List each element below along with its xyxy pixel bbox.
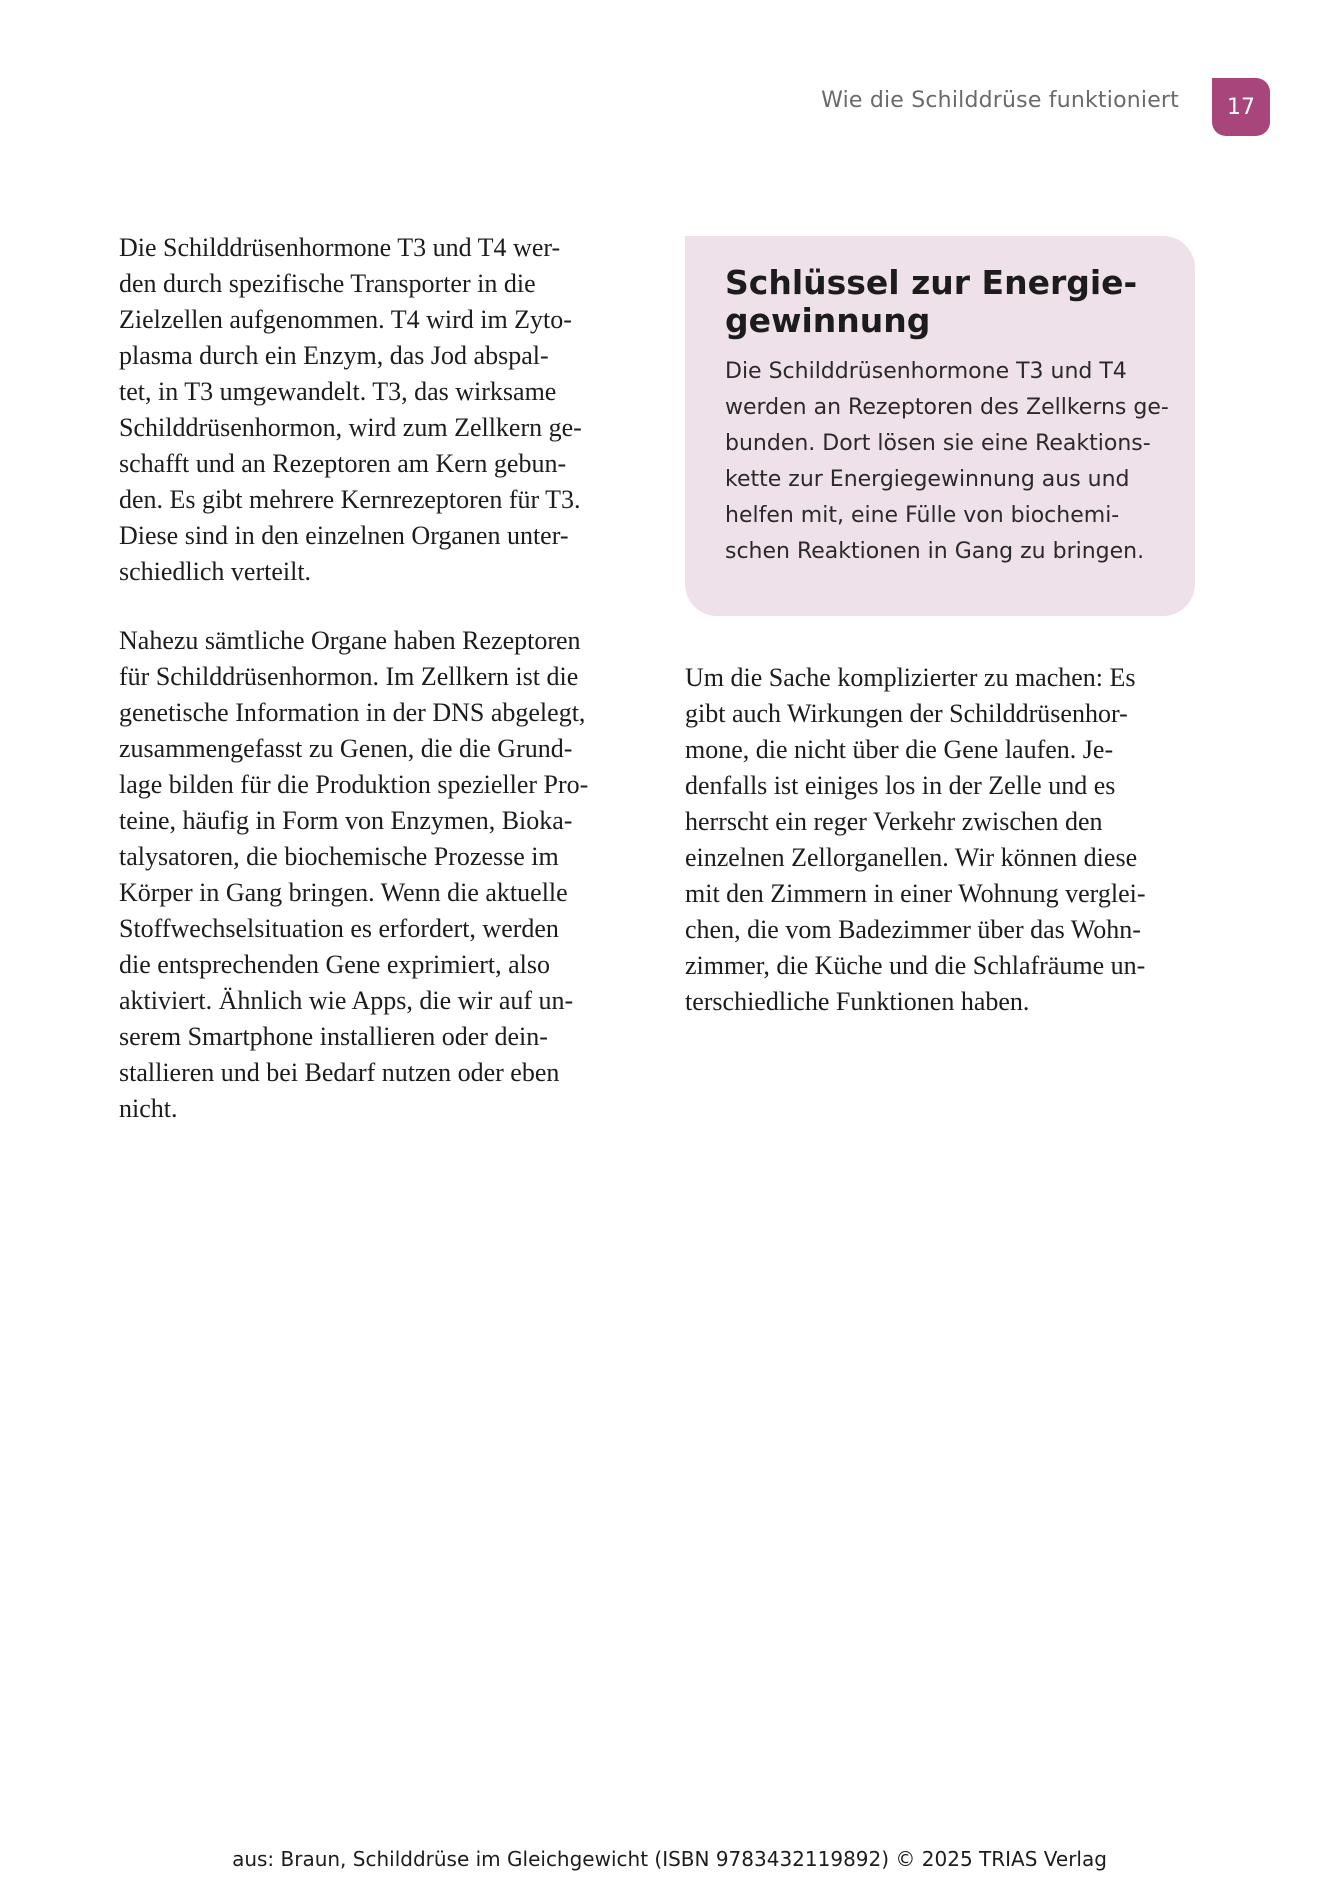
text-line: Stoffwechselsituation es erfordert, werden xyxy=(119,914,559,943)
text-line: teine, häufig in Form von Enzymen, Bioka- xyxy=(119,806,573,835)
title-line: Schlüssel zur Energie- xyxy=(725,263,1138,302)
text-line: genetische Information in der DNS abgelegt, xyxy=(119,698,586,727)
text-line: serem Smartphone installieren oder dein- xyxy=(119,1022,548,1051)
text-line: die entsprechenden Gene exprimiert, also xyxy=(119,950,550,979)
text-line: Um die Sache komplizierter zu machen: Es xyxy=(685,663,1136,692)
text-line: den durch spezifische Transporter in die xyxy=(119,269,536,298)
text-line: Die Schilddrüsenhormone T3 und T4 xyxy=(725,359,1127,384)
left-column-paragraph-2 xyxy=(119,623,639,1127)
text-line: lage bilden für die Produktion spezieller Pro- xyxy=(119,770,589,799)
text-line: für Schilddrüsenhormon. Im Zellkern ist die xyxy=(119,662,579,691)
text-line: terschiedliche Funktionen haben. xyxy=(685,987,1030,1016)
text-line: herrscht ein reger Verkehr zwischen den xyxy=(685,807,1103,836)
text-line: werden an Rezeptoren des Zellkerns ge- xyxy=(725,395,1169,420)
text-line: schiedlich verteilt. xyxy=(119,557,312,586)
text-line: nicht. xyxy=(119,1094,178,1123)
text-line: Körper in Gang bringen. Wenn die aktuelle xyxy=(119,878,568,907)
info-box xyxy=(685,236,1195,616)
paragraph xyxy=(685,660,1205,1020)
paragraph xyxy=(119,230,639,590)
text-line: Die Schilddrüsenhormone T3 und T4 wer- xyxy=(119,233,561,262)
text-line: kette zur Energiegewinnung aus und xyxy=(725,467,1130,492)
text-line: helfen mit, eine Fülle von biochemi- xyxy=(725,503,1120,528)
info-box-text xyxy=(725,354,1169,570)
page-number-badge: 17 xyxy=(1212,78,1270,136)
text-line: Diese sind in den einzelnen Organen unter- xyxy=(119,521,569,550)
text-line: den. Es gibt mehrere Kernrezeptoren für T3. xyxy=(119,485,581,514)
text-line: plasma durch ein Enzym, das Jod abspal- xyxy=(119,341,549,370)
text-line: zusammengefasst zu Genen, die die Grund- xyxy=(119,734,573,763)
text-line: Schilddrüsenhormon, wird zum Zellkern ge- xyxy=(119,413,582,442)
text-line: denfalls ist einiges los in der Zelle und es xyxy=(685,771,1116,800)
text-line: zimmer, die Küche und die Schlafräume un- xyxy=(685,951,1146,980)
text-line: tet, in T3 umgewandelt. T3, das wirksame xyxy=(119,377,557,406)
footer-source-line: aus: Braun, Schilddrüse im Gleichgewicht (ISBN 9783432119892) © 2025 TRIAS Verlag xyxy=(232,1847,1107,1871)
right-column-paragraph-1 xyxy=(685,660,1205,1020)
text-line: chen, die vom Badezimmer über das Wohn- xyxy=(685,915,1141,944)
text-line: aktiviert. Ähnlich wie Apps, die wir auf un- xyxy=(119,986,574,1015)
text-line: schen Reaktionen in Gang zu bringen. xyxy=(725,539,1145,564)
text-line: Nahezu sämtliche Organe haben Rezeptoren xyxy=(119,626,581,655)
text-line: Zielzellen aufgenommen. T4 wird im Zyto- xyxy=(119,305,572,334)
text-line: stallieren und bei Bedarf nutzen oder eben xyxy=(119,1058,560,1087)
paragraph xyxy=(119,623,639,1127)
text-line: gibt auch Wirkungen der Schilddrüsenhor- xyxy=(685,699,1128,728)
title-line: gewinnung xyxy=(725,301,931,340)
text-line: mit den Zimmern in einer Wohnung verglei- xyxy=(685,879,1146,908)
text-line: mone, die nicht über die Gene laufen. Je- xyxy=(685,735,1114,764)
running-header-title: Wie die Schilddrüse funktioniert xyxy=(821,88,1179,113)
text-line: bunden. Dort lösen sie eine Reaktions- xyxy=(725,431,1151,456)
text-line: einzelnen Zellorganellen. Wir können diese xyxy=(685,843,1138,872)
text-line: talysatoren, die biochemische Prozesse im xyxy=(119,842,559,871)
left-column-paragraph-1 xyxy=(119,230,639,590)
info-box-title xyxy=(725,264,1165,340)
text-line: schafft und an Rezeptoren am Kern gebun- xyxy=(119,449,567,478)
